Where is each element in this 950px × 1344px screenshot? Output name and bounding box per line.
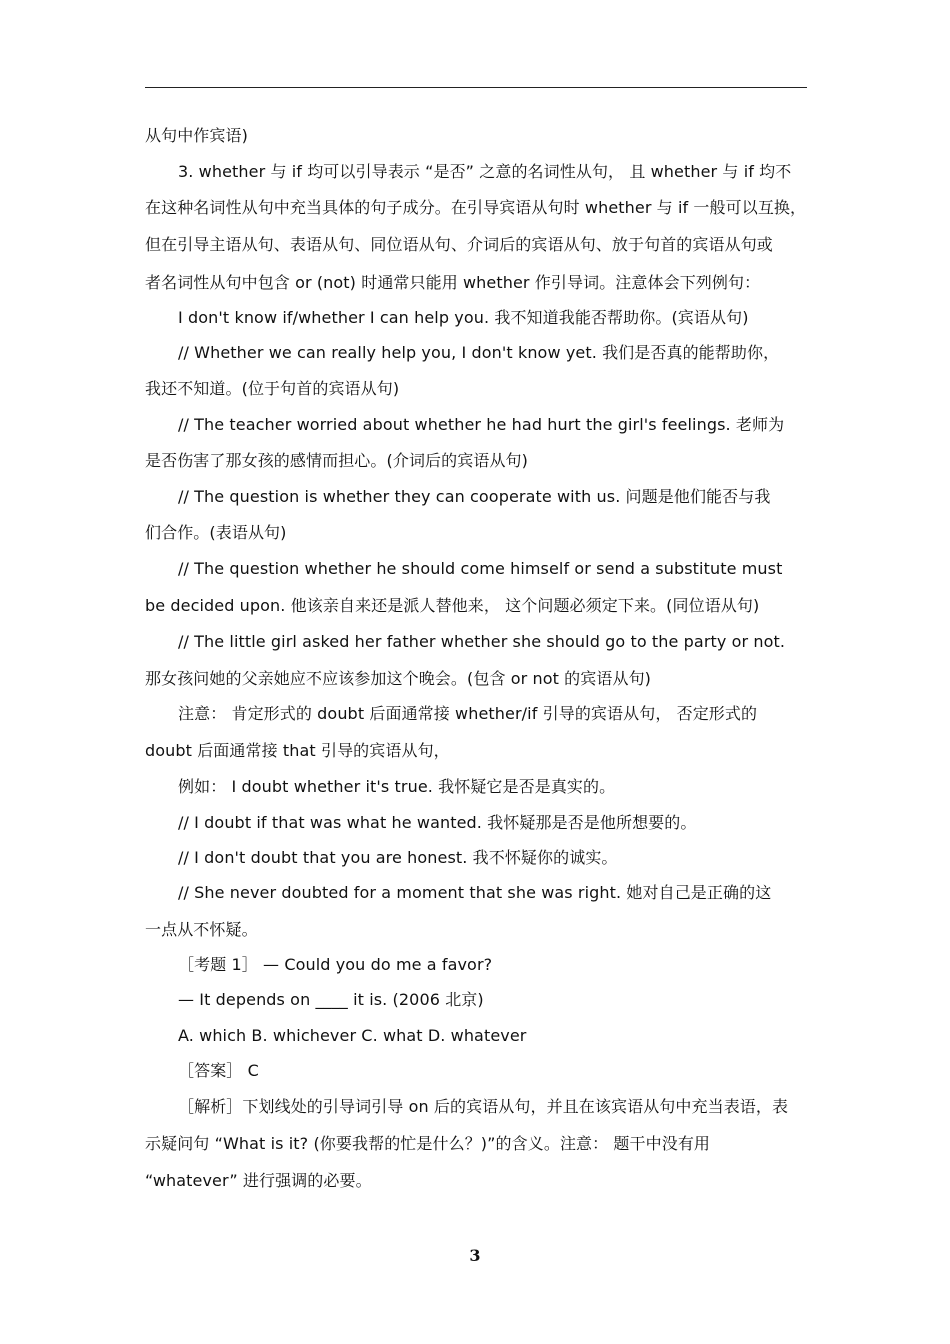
exam-question: — It depends on ____ it is. (2006 北京) [178,990,484,1009]
text-line: be decided upon. 他该亲自来还是派人替他来， 这个问题必须定下来。(同位语从句) [145,596,760,615]
example-sentence: // The question whether he should come himself or send a substitute must [178,559,783,578]
example-sentence: I don't know if/whether I can help you. 我不知道我能否帮助你。(宾语从句) [178,308,749,327]
text-line: 从句中作宾语) [145,126,248,145]
text-line: doubt 后面通常接 that 引导的宾语从句， [145,741,450,760]
exam-question: ［考题 1］ — Could you do me a favor? [178,955,493,974]
text-line: 是否伤害了那女孩的感情而担心。(介词后的宾语从句) [145,451,528,470]
text-line: 我还不知道。(位于句首的宾语从句) [145,379,400,398]
example-sentence: // I don't doubt that you are honest. 我不怀疑你的诚实。 [178,848,618,867]
header-rule [145,87,807,88]
text-line: 在这种名词性从句中充当具体的句子成分。在引导宾语从句时 whether 与 if 一般可以互换， [145,198,807,217]
example-sentence: // The little girl asked her father whether she should go to the party or not. [178,632,786,651]
example-sentence: // The question is whether they can cooperate with us. 问题是他们能否与我 [178,487,771,506]
example-sentence: // She never doubted for a moment that she was right. 她对自己是正确的这 [178,883,772,902]
page-number: 3 [469,1246,481,1265]
example-sentence: // Whether we can really help you, I don't know yet. 我们是否真的能帮助你， [178,343,780,362]
explanation-line: “whatever” 进行强调的必要。 [145,1171,372,1190]
text-line: 们合作。(表语从句) [145,523,287,542]
text-line: 但在引导主语从句、表语从句、同位语从句、介词后的宾语从句、放于句首的宾语从句或 [145,235,773,254]
example-sentence: 例如： I doubt whether it's true. 我怀疑它是否是真实的。 [178,777,616,796]
text-line: 一点从不怀疑。 [145,920,258,939]
example-sentence: // I doubt if that was what he wanted. 我怀疑那是否是他所想要的。 [178,813,697,832]
text-line: 3. whether 与 if 均可以引导表示 “是否” 之意的名词性从句， 且 whether 与 if 均不 [178,162,792,181]
note-line: 注意： 肯定形式的 doubt 后面通常接 whether/if 引导的宾语从句， 否定形式的 [178,704,758,723]
explanation-line: 示疑问句 “What is it? (你要我帮的忙是什么？)”的含义。注意： 题干中没有用 [145,1134,711,1153]
example-sentence: // The teacher worried about whether he had hurt the girl's feelings. 老师为 [178,415,785,434]
answer-options: A. which B. whichever C. what D. whatever [178,1026,527,1045]
text-line: 者名词性从句中包含 or (not) 时通常只能用 whether 作引导词。注意体会下列例句： [145,273,761,292]
explanation-line: ［解析］下划线处的引导词引导 on 后的宾语从句，并且在该宾语从句中充当表语，表 [178,1097,789,1116]
text-line: 那女孩问她的父亲她应不应该参加这个晚会。(包含 or not 的宾语从句) [145,669,652,688]
answer: ［答案］ C [178,1061,259,1080]
